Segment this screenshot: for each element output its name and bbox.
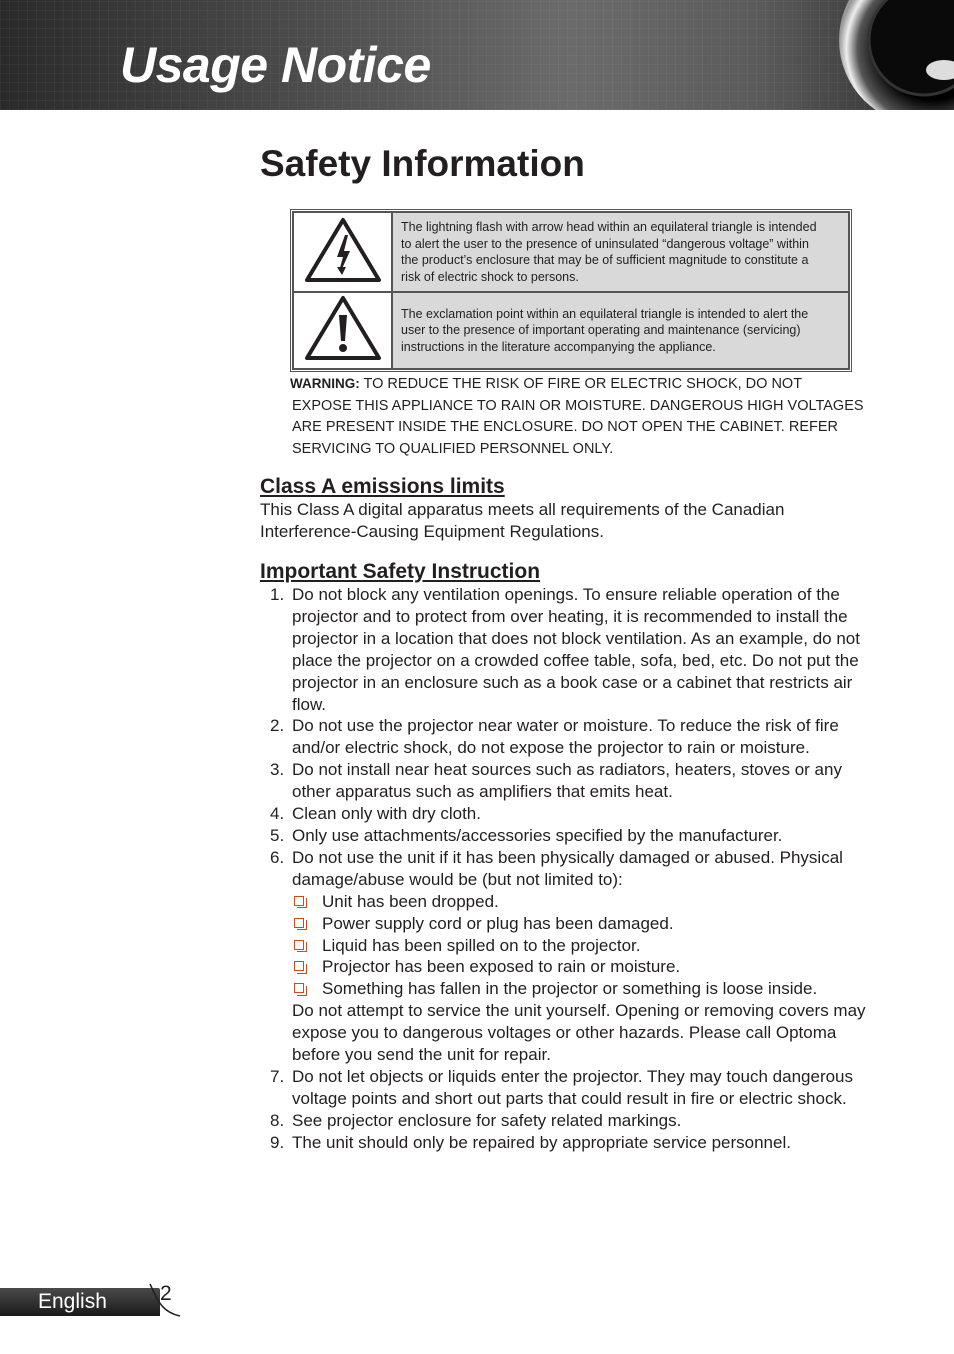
symbol-icon-cell: [293, 292, 392, 369]
list-text: Do not let objects or liquids enter the projector. They may touch dangerous voltage points and short out parts that could result in fire or electric shock.: [292, 1066, 854, 1108]
list-text: Clean only with dry cloth.: [292, 804, 481, 824]
list-text: Do not use the projector near water or moisture. To reduce the risk of fire and/or electric shock, do not expose the projector to rain or moisture.: [292, 716, 839, 758]
list-number: 2.: [270, 716, 285, 736]
list-item: [270, 1110, 870, 1132]
list-text: The unit should only be repaired by appropriate service personnel.: [292, 1132, 791, 1152]
page-title: Safety Information: [260, 143, 585, 184]
checkbox-bullet-icon: [294, 940, 304, 950]
instructions-heading: Important Safety Instruction: [260, 560, 541, 583]
checkbox-bullet-icon: [294, 983, 304, 993]
header-title: Usage Notice: [120, 37, 431, 93]
sub-list-text: Unit has been dropped.: [322, 891, 499, 911]
exclamation-triangle-icon: [304, 295, 382, 361]
warning-notice: [290, 373, 865, 460]
list-item: [270, 1132, 870, 1154]
table-row: [293, 292, 849, 369]
checkbox-bullet-icon: [294, 896, 304, 906]
class-a-heading: Class A emissions limits: [260, 475, 505, 498]
list-number: 6.: [270, 847, 285, 867]
symbol-icon-cell: [293, 212, 392, 292]
list-number: 4.: [270, 804, 285, 824]
list-number: 1.: [270, 585, 285, 604]
list-number: 8.: [270, 1110, 285, 1130]
sub-list-item: [292, 913, 870, 935]
footer-language: English: [38, 1290, 107, 1313]
projector-lens-icon: [814, 0, 954, 110]
lightning-triangle-icon: [304, 217, 382, 283]
list-item: [270, 759, 870, 803]
table-row: [293, 212, 849, 292]
checkbox-bullet-icon: [294, 918, 304, 928]
list-text: Do not block any ventilation openings. To ensure reliable operation of the projector and to protect from over heating, it is recommended to install the projector in a location that does not block ventilation. As an example, do not place the projector on a crowded coffee table, sofa, bed, etc. Do not put the projector in an enclosure such as a book case or a cabinet that restricts air flow.: [292, 585, 860, 714]
list-item: [270, 803, 870, 825]
page-number: 2: [160, 1282, 172, 1305]
warning-label: WARNING:: [290, 376, 360, 391]
checkbox-bullet-icon: [294, 961, 304, 971]
sub-list-item: [292, 891, 870, 913]
symbol-text: The exclamation point within an equilateral triangle is intended to alert the user to the presence of important operating and maintenance (servicing) instructions in the literature accompanying the appliance.: [392, 292, 849, 369]
sub-list-item: [292, 935, 870, 957]
safety-symbols-table: [290, 209, 852, 372]
sub-list-item: [292, 978, 870, 1000]
list-item: [270, 715, 870, 759]
list-text: Do not install near heat sources such as radiators, heaters, stoves or any other apparatus such as amplifiers that emits heat.: [292, 760, 842, 802]
warning-line1: TO REDUCE THE RISK OF FIRE OR ELECTRIC SHOCK, DO NOT: [363, 376, 803, 392]
symbol-text: The lightning flash with arrow head within an equilateral triangle is intended to alert the user to the presence of uninsulated “dangerous voltage” within the product’s enclosure that may be of sufficient magnitude to constitute a risk of electric shock to persons.: [392, 212, 849, 292]
list-item: [270, 584, 870, 715]
list-number: 7.: [270, 1066, 285, 1086]
sub-list-text: Power supply cord or plug has been damaged.: [322, 913, 674, 933]
list-number: 3.: [270, 760, 285, 780]
list-item: [270, 1066, 870, 1110]
list-item: [270, 825, 870, 847]
list-text: Do not use the unit if it has been physically damaged or abused. Physical damage/abuse would be (but not limited to):: [292, 847, 843, 889]
list-item: [270, 847, 870, 1066]
list-number: 9.: [270, 1132, 285, 1152]
list-text: See projector enclosure for safety related markings.: [292, 1110, 682, 1130]
class-a-text: This Class A digital apparatus meets all requirements of the Canadian Interference-Causing Equipment Regulations.: [260, 500, 785, 541]
sub-list-text: Something has fallen in the projector or something is loose inside.: [322, 979, 818, 999]
sub-list-text: Projector has been exposed to rain or moisture.: [322, 957, 681, 977]
sub-list-item: [292, 956, 870, 978]
instructions-list: [270, 584, 870, 1154]
warning-text: EXPOSE THIS APPLIANCE TO RAIN OR MOISTURE. DANGEROUS HIGH VOLTAGES ARE PRESENT INSIDE THE ENCLOSURE. DO NOT OPEN THE CABINET. REFER SERVICING TO QUALIFIED PERSONNEL ONLY.: [292, 397, 864, 457]
header-banner: [0, 0, 954, 110]
list-number: 5.: [270, 825, 285, 845]
list-text-continued: Do not attempt to service the unit yourself. Opening or removing covers may expose you to dangerous voltages or other hazards. Please call Optoma before you send the unit for repair.: [292, 1001, 866, 1065]
list-text: Only use attachments/accessories specified by the manufacturer.: [292, 825, 783, 845]
sub-list-text: Liquid has been spilled on to the projector.: [322, 935, 641, 955]
